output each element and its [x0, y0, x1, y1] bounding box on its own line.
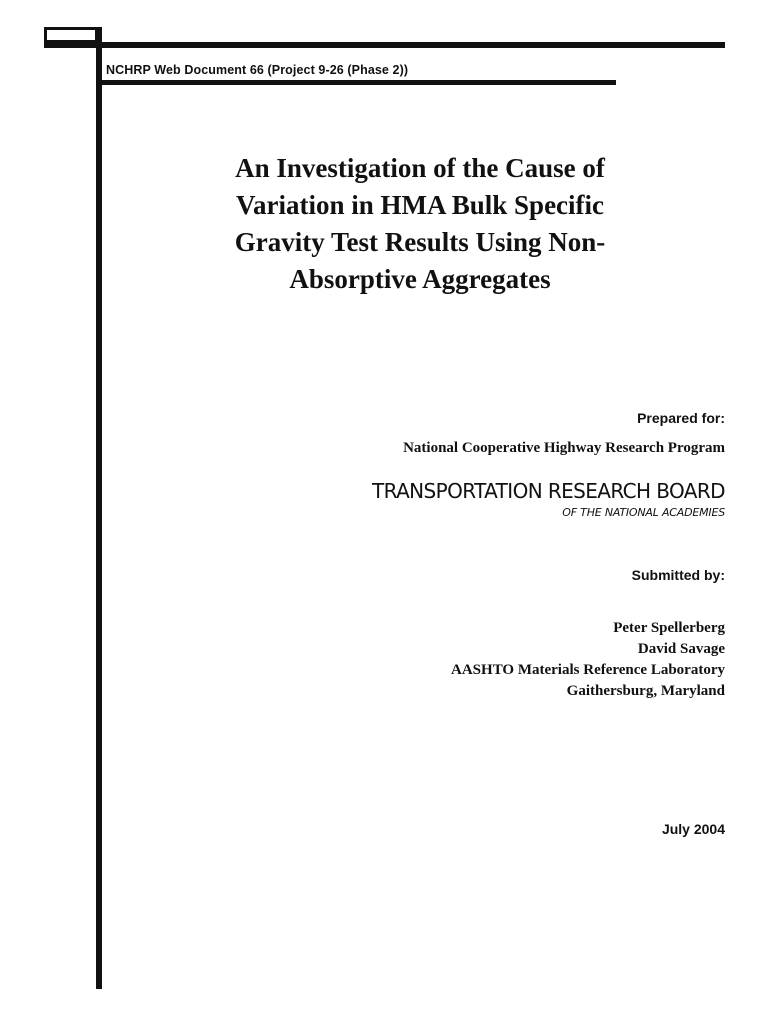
title-line: Gravity Test Results Using Non- — [234, 227, 606, 257]
vertical-rule — [96, 27, 102, 989]
document-title — [160, 150, 680, 298]
trb-logo-subtitle: OF THE NATIONAL ACADEMIES — [562, 506, 725, 519]
authors-block — [451, 618, 725, 702]
series-label: NCHRP Web Document 66 (Project 9-26 (Phase 2)) — [106, 63, 409, 77]
top-rule — [44, 42, 725, 48]
author-line: Peter Spellerberg — [613, 620, 725, 636]
program-name: National Cooperative Highway Research Program — [403, 440, 725, 456]
title-line: Absorptive Aggregates — [289, 264, 551, 294]
header-rule — [96, 80, 616, 85]
prepared-for-label: Prepared for: — [637, 410, 725, 426]
title-line: An Investigation of the Cause of — [235, 153, 605, 183]
submitted-by-label: Submitted by: — [631, 567, 725, 583]
author-line: David Savage — [637, 641, 725, 657]
title-line: Variation in HMA Bulk Specific — [235, 190, 605, 220]
trb-logo-name: TRANSPORTATION RESEARCH BOARD — [371, 479, 725, 503]
location-line: Gaithersburg, Maryland — [566, 683, 725, 699]
publication-date: July 2004 — [661, 821, 725, 837]
corner-frame-box — [44, 27, 98, 43]
organization-line: AASHTO Materials Reference Laboratory — [451, 662, 725, 678]
